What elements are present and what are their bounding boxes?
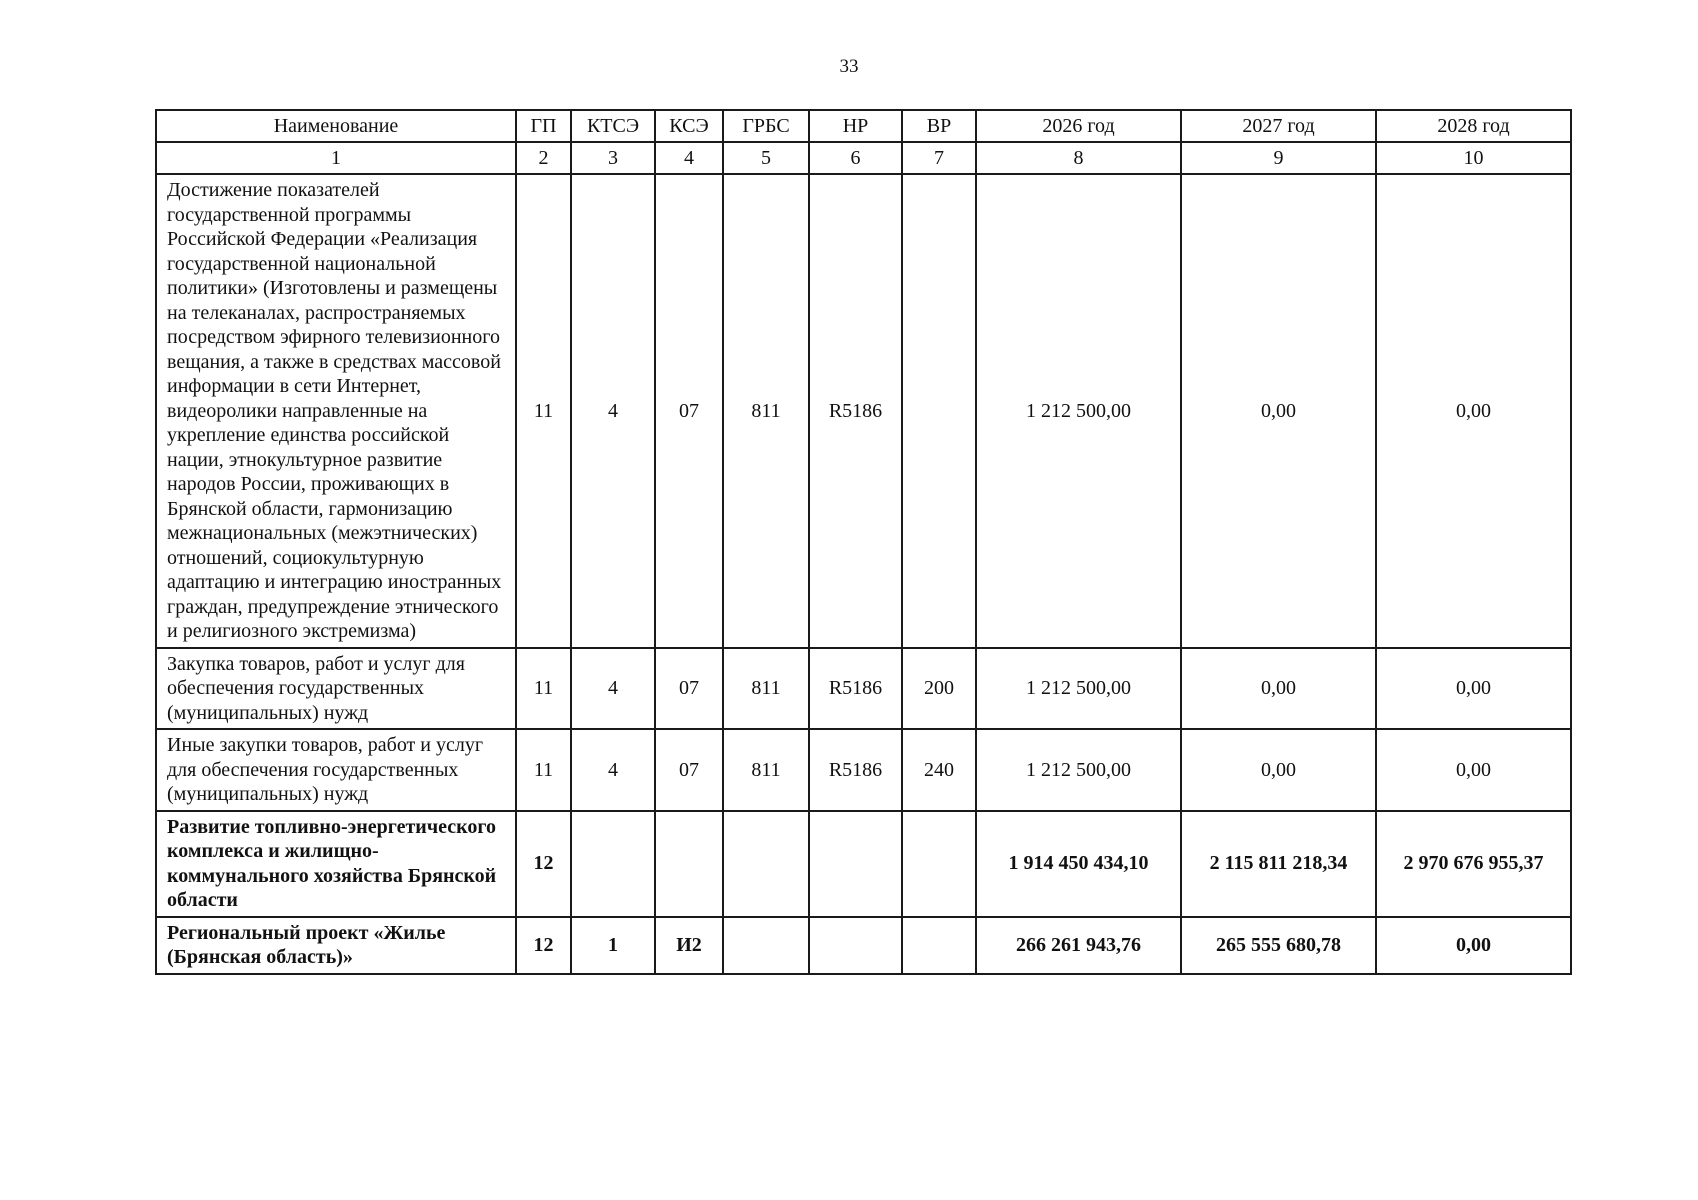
header-cell: 2028 год bbox=[1376, 110, 1571, 142]
kse-cell: 07 bbox=[655, 648, 723, 730]
amount-2028: 0,00 bbox=[1376, 917, 1571, 974]
amount-2026: 1 914 450 434,10 bbox=[976, 811, 1181, 917]
header-cell: НР bbox=[809, 110, 902, 142]
table-row bbox=[156, 811, 1571, 917]
page-number: 33 bbox=[839, 56, 859, 77]
header-cell: ГП bbox=[516, 110, 571, 142]
kse-cell bbox=[655, 811, 723, 917]
nr-cell: R5186 bbox=[809, 729, 902, 811]
header-cell: КТСЭ bbox=[571, 110, 655, 142]
vr-cell bbox=[902, 917, 976, 974]
amount-2028: 0,00 bbox=[1376, 729, 1571, 811]
amount-2026: 1 212 500,00 bbox=[976, 174, 1181, 648]
column-number-cell: 8 bbox=[976, 142, 1181, 174]
header-cell: 2027 год bbox=[1181, 110, 1376, 142]
amount-2026: 1 212 500,00 bbox=[976, 729, 1181, 811]
gp-cell: 12 bbox=[516, 917, 571, 974]
amount-2027: 0,00 bbox=[1181, 729, 1376, 811]
amount-2027: 0,00 bbox=[1181, 648, 1376, 730]
column-number-cell: 3 bbox=[571, 142, 655, 174]
column-number-cell: 5 bbox=[723, 142, 809, 174]
row-name: Закупка товаров, работ и услуг для обеспечения государственных (муниципальных) нужд bbox=[156, 648, 516, 730]
gp-cell: 12 bbox=[516, 811, 571, 917]
table-row bbox=[156, 917, 1571, 974]
amount-2028: 0,00 bbox=[1376, 648, 1571, 730]
ktse-cell bbox=[571, 811, 655, 917]
grbs-cell bbox=[723, 917, 809, 974]
row-name: Достижение показателей государственной программы Российской Федерации «Реализация государственной национальной политики» (Изготовлены и размещены на телеканалах, распространяемых посредством эфирного телевизионного вещания, а также в средствах массовой информации в сети Интернет, видеоролики направленные на укрепление единства российской нации, этнокультурное развитие народов России, проживающих в Брянской области, гармонизацию межнациональных (межэтнических) отношений, социокультурную адаптацию и интеграцию иностранных граждан, предупреждение этнического и религиозного экстремизма) bbox=[156, 174, 516, 648]
ktse-cell: 4 bbox=[571, 729, 655, 811]
grbs-cell bbox=[723, 811, 809, 917]
gp-cell: 11 bbox=[516, 174, 571, 648]
ktse-cell: 1 bbox=[571, 917, 655, 974]
budget-table bbox=[155, 109, 1572, 975]
row-name: Развитие топливно-энергетического комплекса и жилищно-коммунального хозяйства Брянской области bbox=[156, 811, 516, 917]
column-number-cell: 2 bbox=[516, 142, 571, 174]
header-cell: Наименование bbox=[156, 110, 516, 142]
nr-cell: R5186 bbox=[809, 648, 902, 730]
amount-2027: 0,00 bbox=[1181, 174, 1376, 648]
gp-cell: 11 bbox=[516, 729, 571, 811]
ktse-cell: 4 bbox=[571, 648, 655, 730]
row-name: Региональный проект «Жилье (Брянская область)» bbox=[156, 917, 516, 974]
amount-2026: 1 212 500,00 bbox=[976, 648, 1181, 730]
nr-cell: R5186 bbox=[809, 174, 902, 648]
amount-2028: 2 970 676 955,37 bbox=[1376, 811, 1571, 917]
header-row bbox=[156, 110, 1571, 142]
row-name: Иные закупки товаров, работ и услуг для обеспечения государственных (муниципальных) нужд bbox=[156, 729, 516, 811]
column-number-row bbox=[156, 142, 1571, 174]
table-row bbox=[156, 729, 1571, 811]
vr-cell: 200 bbox=[902, 648, 976, 730]
amount-2026: 266 261 943,76 bbox=[976, 917, 1181, 974]
grbs-cell: 811 bbox=[723, 648, 809, 730]
header-cell: ВР bbox=[902, 110, 976, 142]
ktse-cell: 4 bbox=[571, 174, 655, 648]
kse-cell: 07 bbox=[655, 174, 723, 648]
column-number-cell: 4 bbox=[655, 142, 723, 174]
table-row bbox=[156, 174, 1571, 648]
nr-cell bbox=[809, 917, 902, 974]
amount-2028: 0,00 bbox=[1376, 174, 1571, 648]
grbs-cell: 811 bbox=[723, 729, 809, 811]
vr-cell bbox=[902, 174, 976, 648]
column-number-cell: 7 bbox=[902, 142, 976, 174]
column-number-cell: 1 bbox=[156, 142, 516, 174]
kse-cell: И2 bbox=[655, 917, 723, 974]
vr-cell: 240 bbox=[902, 729, 976, 811]
column-number-cell: 9 bbox=[1181, 142, 1376, 174]
vr-cell bbox=[902, 811, 976, 917]
nr-cell bbox=[809, 811, 902, 917]
header-cell: 2026 год bbox=[976, 110, 1181, 142]
table-row bbox=[156, 648, 1571, 730]
column-number-cell: 10 bbox=[1376, 142, 1571, 174]
header-cell: КСЭ bbox=[655, 110, 723, 142]
header-cell: ГРБС bbox=[723, 110, 809, 142]
kse-cell: 07 bbox=[655, 729, 723, 811]
grbs-cell: 811 bbox=[723, 174, 809, 648]
amount-2027: 2 115 811 218,34 bbox=[1181, 811, 1376, 917]
gp-cell: 11 bbox=[516, 648, 571, 730]
column-number-cell: 6 bbox=[809, 142, 902, 174]
amount-2027: 265 555 680,78 bbox=[1181, 917, 1376, 974]
